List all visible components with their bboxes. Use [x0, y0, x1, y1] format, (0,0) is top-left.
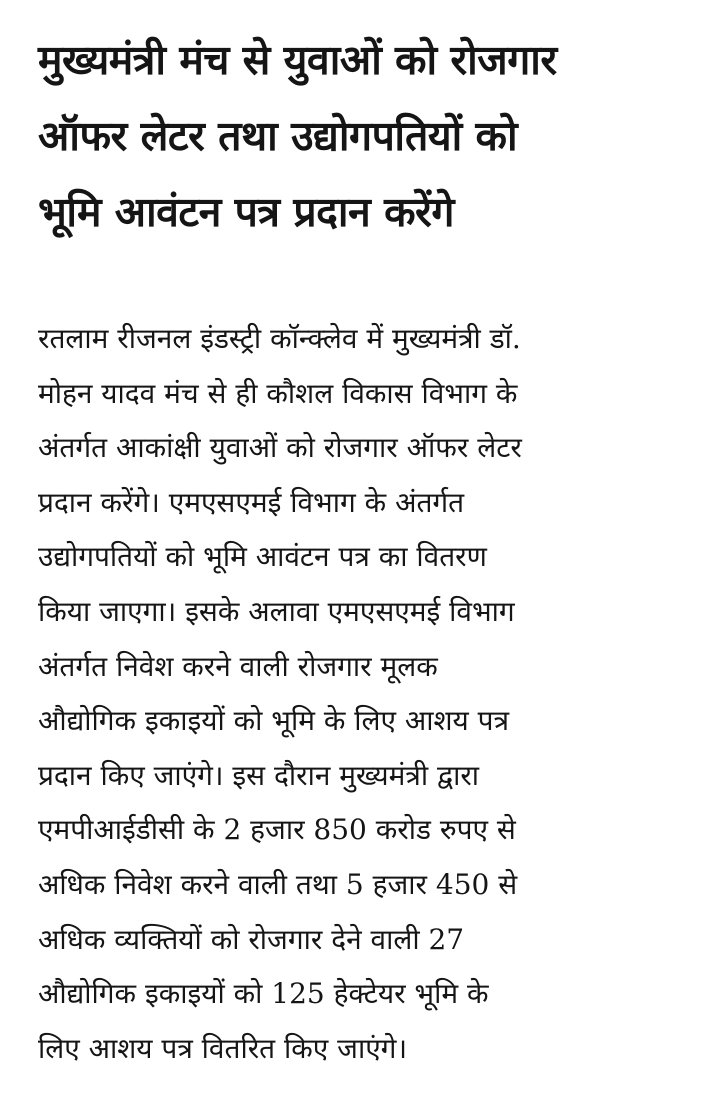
body-line: मोहन यादव मंच से ही कौशल विकास विभाग के: [38, 376, 518, 410]
article-headline: [38, 22, 688, 250]
news-article: [38, 22, 688, 1076]
body-line: औद्योगिक इकाइयों को भूमि के लिए आशय पत्र: [38, 704, 510, 738]
body-line: किया जाएगा। इसके अलावा एमएसएमई विभाग: [38, 594, 515, 628]
headline-line: भूमि आवंटन पत्र प्रदान करेंगे: [38, 188, 454, 236]
body-line: रतलाम रीजनल इंडस्ट्री कॉन्क्लेव में मुख्यमंत्री डॉ.: [38, 322, 521, 355]
body-line: अंतर्गत आकांक्षी युवाओं को रोजगार ऑफर लेटर: [38, 431, 522, 465]
body-line: लिए आशय पत्र वितरित किए जाएंगे।: [38, 1031, 408, 1065]
headline-line: मुख्यमंत्री मंच से युवाओं को रोजगार: [38, 36, 557, 84]
body-line: एमपीआईडीसी के 2 हजार 850 करोड रुपए से: [38, 813, 516, 847]
body-line: उद्योगपतियों को भूमि आवंटन पत्र का वितरण: [38, 540, 487, 574]
body-line: अधिक व्यक्तियों को रोजगार देने वाली 27: [38, 922, 465, 956]
body-line: औद्योगिक इकाइयों को 125 हेक्टेयर भूमि के: [38, 977, 489, 1011]
article-body: [38, 312, 688, 1076]
body-line: प्रदान किए जाएंगे। इस दौरान मुख्यमंत्री द्वारा: [38, 758, 480, 792]
body-line: अंतर्गत निवेश करने वाली रोजगार मूलक: [38, 649, 438, 683]
body-line: प्रदान करेंगे। एमएसएमई विभाग के अंतर्गत: [38, 485, 465, 519]
headline-line: ऑफर लेटर तथा उद्योगपतियों को: [38, 112, 518, 160]
body-line: अधिक निवेश करने वाली तथा 5 हजार 450 से: [38, 867, 518, 901]
